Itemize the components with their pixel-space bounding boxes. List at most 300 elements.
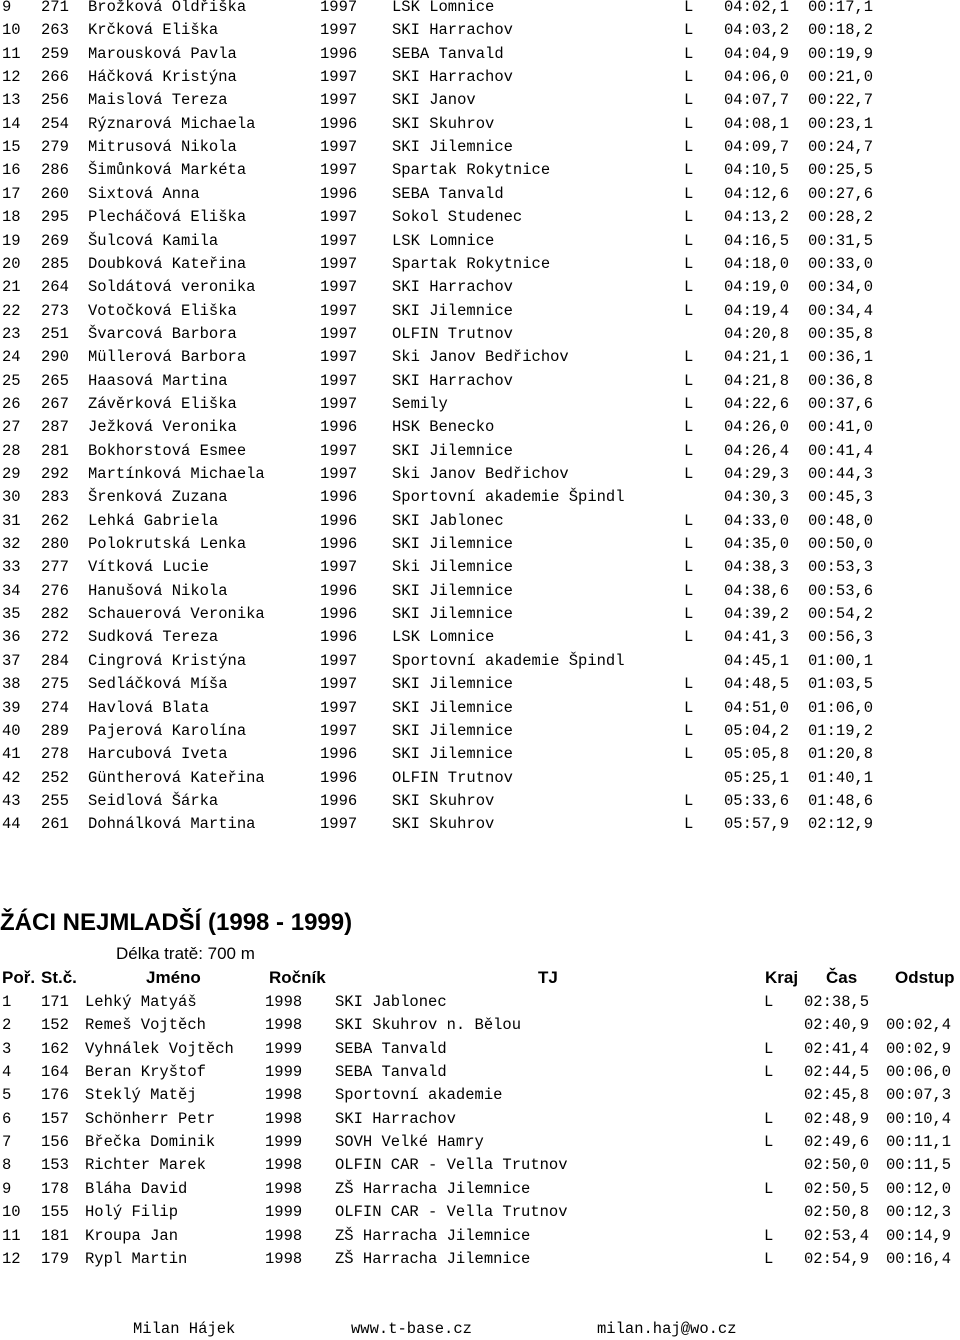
cell-year: 1997: [320, 465, 358, 483]
cell-year: 1997: [320, 21, 358, 40]
cell-gap: 00:10,4: [886, 1109, 952, 1128]
cell-name: Güntherová Kateřina: [88, 768, 265, 787]
cell-start-number: 252: [41, 768, 69, 787]
cell-name: Brožková Oldřiška: [88, 0, 247, 16]
cell-region: L: [684, 68, 694, 87]
cell-region: L: [684, 161, 694, 180]
cell-gap: 00:50,0: [808, 535, 874, 554]
cell-rank: 31: [2, 511, 21, 530]
cell-rank: 27: [2, 418, 21, 437]
cell-club: Sportovní akademie Špindl: [392, 488, 625, 507]
cell-year: 1997: [320, 278, 358, 297]
footer: [0, 1320, 960, 1340]
cell-name: Beran Kryštof: [85, 1063, 206, 1082]
cell-gap: 00:53,6: [808, 581, 874, 600]
header-club: TJ: [538, 968, 558, 987]
cell-time: 02:50,0: [804, 1156, 870, 1175]
cell-club: SKI Jilemnice: [392, 535, 513, 554]
header-time: Čas: [826, 968, 858, 987]
cell-name: Šimůnková Markéta: [88, 161, 247, 180]
cell-rank: 5: [2, 1086, 12, 1105]
cell-rank: 35: [2, 605, 21, 624]
cell-start-number: 284: [41, 651, 69, 670]
cell-rank: 32: [2, 535, 21, 554]
cell-year: 1997: [320, 394, 358, 413]
cell-name: Seidlová Šárka: [88, 791, 219, 810]
cell-time: 04:10,5: [724, 161, 790, 180]
cell-year: 1997: [320, 91, 358, 110]
cell-club: SKI Skuhrov: [392, 114, 495, 133]
cell-club: OLFIN Trutnov: [392, 768, 513, 787]
cell-club: Ski Janov Bedřichov: [392, 465, 569, 483]
cell-region: L: [684, 535, 694, 554]
cell-region: L: [684, 138, 694, 157]
cell-year: 1997: [320, 301, 358, 320]
cell-time: 02:50,8: [804, 1203, 870, 1222]
cell-year: 1998: [265, 1086, 303, 1105]
cell-club: SKI Jilemnice: [392, 441, 513, 460]
header-start-number: St.č.: [41, 968, 77, 987]
cell-start-number: 287: [41, 418, 69, 437]
cell-time: 02:49,6: [804, 1133, 870, 1152]
cell-club: SOVH Velké Hamry: [335, 1133, 484, 1152]
cell-start-number: 156: [41, 1133, 69, 1152]
cell-gap: 00:37,6: [808, 394, 874, 413]
cell-start-number: 181: [41, 1226, 69, 1245]
cell-time: 04:35,0: [724, 535, 790, 554]
cell-region: L: [684, 394, 694, 413]
cell-start-number: 164: [41, 1063, 69, 1082]
cell-year: 1998: [265, 1109, 303, 1128]
cell-time: 02:53,4: [804, 1226, 870, 1245]
cell-start-number: 269: [41, 231, 69, 250]
cell-name: Pajerová Karolína: [88, 721, 247, 740]
cell-time: 02:48,9: [804, 1109, 870, 1128]
cell-time: 04:30,3: [724, 488, 790, 507]
cell-region: L: [684, 698, 694, 717]
cell-time: 05:33,6: [724, 791, 790, 810]
cell-rank: 37: [2, 651, 21, 670]
cell-name: Doubková Kateřina: [88, 254, 247, 273]
cell-name: Švarcová Barbora: [88, 324, 237, 343]
cell-start-number: 292: [41, 465, 69, 483]
cell-rank: 9: [2, 0, 12, 16]
cell-year: 1999: [265, 1133, 303, 1152]
cell-gap: 01:06,0: [808, 698, 874, 717]
cell-year: 1997: [320, 0, 358, 16]
cell-year: 1997: [320, 371, 358, 390]
cell-time: 02:45,8: [804, 1086, 870, 1105]
cell-time: 04:38,3: [724, 558, 790, 577]
cell-gap: 00:02,9: [886, 1039, 952, 1058]
cell-region: L: [684, 348, 694, 367]
cell-region: L: [684, 721, 694, 740]
cell-year: 1996: [320, 44, 358, 63]
cell-club: SKI Skuhrov: [392, 815, 495, 834]
cell-rank: 29: [2, 465, 21, 483]
cell-name: Kroupa Jan: [85, 1226, 179, 1245]
cell-club: SKI Skuhrov n. Bělou: [335, 1016, 522, 1035]
cell-start-number: 283: [41, 488, 69, 507]
cell-year: 1996: [320, 535, 358, 554]
cell-gap: 01:48,6: [808, 791, 874, 810]
cell-rank: 21: [2, 278, 21, 297]
cell-year: 1997: [320, 698, 358, 717]
cell-rank: 17: [2, 184, 21, 203]
cell-time: 04:33,0: [724, 511, 790, 530]
cell-club: SKI Jilemnice: [392, 138, 513, 157]
cell-name: Maislová Tereza: [88, 91, 228, 110]
cell-rank: 30: [2, 488, 21, 507]
cell-rank: 26: [2, 394, 21, 413]
cell-start-number: 290: [41, 348, 69, 367]
cell-year: 1996: [320, 581, 358, 600]
cell-region: L: [684, 301, 694, 320]
cell-year: 1997: [320, 161, 358, 180]
cell-club: OLFIN Trutnov: [392, 324, 513, 343]
cell-club: Sportovní akademie: [335, 1086, 503, 1105]
cell-name: Haasová Martina: [88, 371, 228, 390]
cell-start-number: 280: [41, 535, 69, 554]
cell-region: L: [764, 1226, 774, 1245]
cell-club: SKI Skuhrov: [392, 791, 495, 810]
cell-name: Müllerová Barbora: [88, 348, 247, 367]
cell-name: Bokhorstová Esmee: [88, 441, 247, 460]
cell-region: L: [764, 993, 774, 1011]
cell-start-number: 176: [41, 1086, 69, 1105]
cell-start-number: 152: [41, 1016, 69, 1035]
cell-club: LSK Lomnice: [392, 231, 495, 250]
cell-name: Rypl Martin: [85, 1249, 188, 1268]
cell-time: 04:08,1: [724, 114, 790, 133]
cell-name: Plecháčová Eliška: [88, 208, 247, 227]
cell-region: L: [684, 558, 694, 577]
cell-year: 1996: [320, 418, 358, 437]
cell-time: 04:29,3: [724, 465, 790, 483]
cell-year: 1998: [265, 1249, 303, 1268]
cell-rank: 19: [2, 231, 21, 250]
cell-time: 04:21,1: [724, 348, 790, 367]
cell-start-number: 179: [41, 1249, 69, 1268]
cell-start-number: 261: [41, 815, 69, 834]
cell-year: 1998: [265, 1016, 303, 1035]
cell-year: 1997: [320, 721, 358, 740]
track-length: Délka tratě: 700 m: [116, 944, 255, 963]
cell-time: 04:13,2: [724, 208, 790, 227]
cell-start-number: 295: [41, 208, 69, 227]
cell-region: L: [684, 254, 694, 273]
cell-club: SKI Janov: [392, 91, 476, 110]
cell-club: Ski Jilemnice: [392, 558, 513, 577]
footer-email: milan.haj@wo.cz: [597, 1320, 737, 1338]
cell-start-number: 157: [41, 1109, 69, 1128]
cell-gap: 01:00,1: [808, 651, 874, 670]
header-year: Ročník: [269, 968, 326, 987]
cell-year: 1999: [265, 1063, 303, 1082]
cell-time: 02:38,5: [804, 993, 870, 1011]
cell-time: 04:20,8: [724, 324, 790, 343]
cell-club: SKI Harrachov: [392, 21, 513, 40]
cell-name: Krčková Eliška: [88, 21, 219, 40]
cell-name: Harcubová Iveta: [88, 745, 228, 764]
cell-rank: 3: [2, 1039, 12, 1058]
cell-time: 04:18,0: [724, 254, 790, 273]
cell-year: 1997: [320, 651, 358, 670]
header-name: Jméno: [146, 968, 201, 987]
cell-start-number: 277: [41, 558, 69, 577]
cell-time: 04:04,9: [724, 44, 790, 63]
header-gap: Odstup: [895, 968, 955, 987]
cell-time: 04:16,5: [724, 231, 790, 250]
cell-year: 1998: [265, 1226, 303, 1245]
cell-gap: 00:12,0: [886, 1179, 952, 1198]
cell-rank: 33: [2, 558, 21, 577]
cell-time: 02:50,5: [804, 1179, 870, 1198]
cell-year: 1998: [265, 1156, 303, 1175]
cell-region: L: [684, 44, 694, 63]
cell-region: L: [684, 91, 694, 110]
cell-gap: 00:07,3: [886, 1086, 952, 1105]
cell-gap: 00:54,2: [808, 605, 874, 624]
cell-name: Ježková Veronika: [88, 418, 237, 437]
cell-start-number: 255: [41, 791, 69, 810]
cell-year: 1996: [320, 605, 358, 624]
cell-region: L: [684, 441, 694, 460]
cell-year: 1996: [320, 745, 358, 764]
cell-name: Remeš Vojtěch: [85, 1016, 206, 1035]
cell-name: Lehký Matyáš: [85, 993, 197, 1011]
cell-rank: 41: [2, 745, 21, 764]
cell-club: ZŠ Harracha Jilemnice: [335, 1226, 531, 1245]
cell-region: L: [684, 114, 694, 133]
cell-gap: 00:36,8: [808, 371, 874, 390]
cell-start-number: 279: [41, 138, 69, 157]
cell-gap: 00:28,2: [808, 208, 874, 227]
cell-gap: 00:34,0: [808, 278, 874, 297]
cell-region: L: [764, 1133, 774, 1152]
cell-time: 04:03,2: [724, 21, 790, 40]
cell-time: 04:26,4: [724, 441, 790, 460]
cell-region: L: [684, 581, 694, 600]
cell-region: L: [684, 21, 694, 40]
cell-gap: 00:35,8: [808, 324, 874, 343]
cell-year: 1997: [320, 254, 358, 273]
cell-rank: 40: [2, 721, 21, 740]
cell-start-number: 274: [41, 698, 69, 717]
cell-gap: 00:34,4: [808, 301, 874, 320]
cell-start-number: 282: [41, 605, 69, 624]
cell-name: Holý Filip: [85, 1203, 179, 1222]
cell-name: Vítková Lucie: [88, 558, 209, 577]
cell-start-number: 267: [41, 394, 69, 413]
cell-region: L: [684, 815, 694, 834]
cell-time: 04:39,2: [724, 605, 790, 624]
cell-rank: 43: [2, 791, 21, 810]
cell-gap: 00:27,6: [808, 184, 874, 203]
cell-gap: 00:24,7: [808, 138, 874, 157]
cell-name: Rýznarová Michaela: [88, 114, 256, 133]
cell-region: L: [764, 1063, 774, 1082]
cell-club: SEBA Tanvald: [392, 184, 504, 203]
cell-gap: 01:40,1: [808, 768, 874, 787]
cell-name: Soldátová veronika: [88, 278, 256, 297]
cell-year: 1997: [320, 208, 358, 227]
cell-gap: 00:17,1: [808, 0, 874, 16]
cell-gap: 00:18,2: [808, 21, 874, 40]
cell-name: Richter Marek: [85, 1156, 206, 1175]
cell-time: 04:12,6: [724, 184, 790, 203]
cell-name: Sixtová Anna: [88, 184, 200, 203]
cell-club: Sportovní akademie Špindl: [392, 651, 625, 670]
cell-start-number: 153: [41, 1156, 69, 1175]
cell-club: Spartak Rokytnice: [392, 254, 551, 273]
cell-rank: 24: [2, 348, 21, 367]
cell-time: 04:07,7: [724, 91, 790, 110]
cell-club: SKI Harrachov: [335, 1109, 456, 1128]
cell-region: L: [684, 745, 694, 764]
cell-year: 1997: [320, 348, 358, 367]
cell-gap: 00:23,1: [808, 114, 874, 133]
cell-club: LSK Lomnice: [392, 0, 495, 16]
cell-name: Schauerová Veronika: [88, 605, 265, 624]
cell-gap: 00:19,9: [808, 44, 874, 63]
cell-rank: 39: [2, 698, 21, 717]
cell-year: 1997: [320, 441, 358, 460]
cell-time: 04:19,4: [724, 301, 790, 320]
cell-name: Hanušová Nikola: [88, 581, 228, 600]
cell-name: Břečka Dominik: [85, 1133, 216, 1152]
cell-name: Votočková Eliška: [88, 301, 237, 320]
cell-club: SEBA Tanvald: [392, 44, 504, 63]
cell-start-number: 256: [41, 91, 69, 110]
cell-region: L: [684, 511, 694, 530]
cell-start-number: 275: [41, 675, 69, 694]
cell-rank: 11: [2, 44, 21, 63]
footer-website: www.t-base.cz: [351, 1320, 472, 1338]
cell-name: Sedláčková Míša: [88, 675, 228, 694]
cell-club: SKI Jilemnice: [392, 698, 513, 717]
cell-rank: 25: [2, 371, 21, 390]
cell-year: 1997: [320, 675, 358, 694]
cell-rank: 9: [2, 1179, 12, 1198]
cell-time: 04:02,1: [724, 0, 790, 16]
cell-gap: 00:53,3: [808, 558, 874, 577]
cell-club: SKI Jilemnice: [392, 745, 513, 764]
cell-year: 1997: [320, 324, 358, 343]
cell-name: Martínková Michaela: [88, 465, 265, 483]
cell-gap: 00:45,3: [808, 488, 874, 507]
cell-region: L: [764, 1179, 774, 1198]
cell-gap: 00:12,3: [886, 1203, 952, 1222]
cell-rank: 10: [2, 21, 21, 40]
cell-club: Ski Janov Bedřichov: [392, 348, 569, 367]
cell-region: L: [684, 628, 694, 647]
cell-club: SKI Jilemnice: [392, 301, 513, 320]
cell-region: L: [684, 791, 694, 810]
cell-region: L: [764, 1249, 774, 1268]
column-headers: [0, 967, 960, 989]
footer-author: Milan Hájek: [133, 1320, 236, 1338]
cell-club: SKI Harrachov: [392, 68, 513, 87]
cell-name: Steklý Matěj: [85, 1086, 197, 1105]
cell-rank: 18: [2, 208, 21, 227]
cell-rank: 23: [2, 324, 21, 343]
cell-region: L: [764, 1039, 774, 1058]
cell-start-number: 266: [41, 68, 69, 87]
cell-start-number: 271: [41, 0, 69, 16]
cell-name: Mitrusová Nikola: [88, 138, 237, 157]
cell-start-number: 251: [41, 324, 69, 343]
cell-rank: 16: [2, 161, 21, 180]
cell-start-number: 272: [41, 628, 69, 647]
cell-time: 04:41,3: [724, 628, 790, 647]
cell-start-number: 178: [41, 1179, 69, 1198]
cell-rank: 34: [2, 581, 21, 600]
cell-gap: 00:44,3: [808, 465, 874, 483]
cell-time: 04:38,6: [724, 581, 790, 600]
cell-start-number: 263: [41, 21, 69, 40]
cell-gap: 00:56,3: [808, 628, 874, 647]
cell-time: 02:54,9: [804, 1249, 870, 1268]
cell-gap: 00:11,5: [886, 1156, 952, 1175]
cell-rank: 44: [2, 815, 21, 834]
cell-rank: 38: [2, 675, 21, 694]
cell-year: 1996: [320, 628, 358, 647]
cell-time: 04:21,8: [724, 371, 790, 390]
header-region: Kraj: [765, 968, 799, 987]
cell-region: L: [684, 208, 694, 227]
cell-rank: 20: [2, 254, 21, 273]
cell-rank: 12: [2, 1249, 21, 1268]
cell-rank: 10: [2, 1203, 21, 1222]
cell-year: 1996: [320, 791, 358, 810]
cell-year: 1997: [320, 138, 358, 157]
cell-region: L: [684, 231, 694, 250]
cell-time: 02:44,5: [804, 1063, 870, 1082]
cell-gap: 00:14,9: [886, 1226, 952, 1245]
cell-gap: 00:22,7: [808, 91, 874, 110]
cell-start-number: 278: [41, 745, 69, 764]
cell-year: 1999: [265, 1203, 303, 1222]
cell-gap: 01:03,5: [808, 675, 874, 694]
cell-club: SKI Jilemnice: [392, 721, 513, 740]
cell-time: 04:22,6: [724, 394, 790, 413]
cell-start-number: 259: [41, 44, 69, 63]
cell-time: 04:06,0: [724, 68, 790, 87]
cell-club: Semily: [392, 394, 448, 413]
cell-name: Sudková Tereza: [88, 628, 219, 647]
cell-time: 04:09,7: [724, 138, 790, 157]
cell-gap: 00:21,0: [808, 68, 874, 87]
cell-time: 02:41,4: [804, 1039, 870, 1058]
cell-club: OLFIN CAR - Vella Trutnov: [335, 1156, 568, 1175]
cell-name: Lehká Gabriela: [88, 511, 219, 530]
cell-club: SKI Harrachov: [392, 371, 513, 390]
cell-start-number: 162: [41, 1039, 69, 1058]
cell-rank: 7: [2, 1133, 12, 1152]
cell-time: 04:45,1: [724, 651, 790, 670]
cell-rank: 42: [2, 768, 21, 787]
section-title: ŽÁCI NEJMLADŠÍ (1998 - 1999): [0, 909, 353, 936]
cell-name: Bláha David: [85, 1179, 188, 1198]
cell-time: 04:26,0: [724, 418, 790, 437]
cell-gap: 00:31,5: [808, 231, 874, 250]
cell-gap: 00:06,0: [886, 1063, 952, 1082]
cell-year: 1996: [320, 768, 358, 787]
cell-rank: 1: [2, 993, 12, 1011]
cell-rank: 22: [2, 301, 21, 320]
cell-rank: 13: [2, 91, 21, 110]
